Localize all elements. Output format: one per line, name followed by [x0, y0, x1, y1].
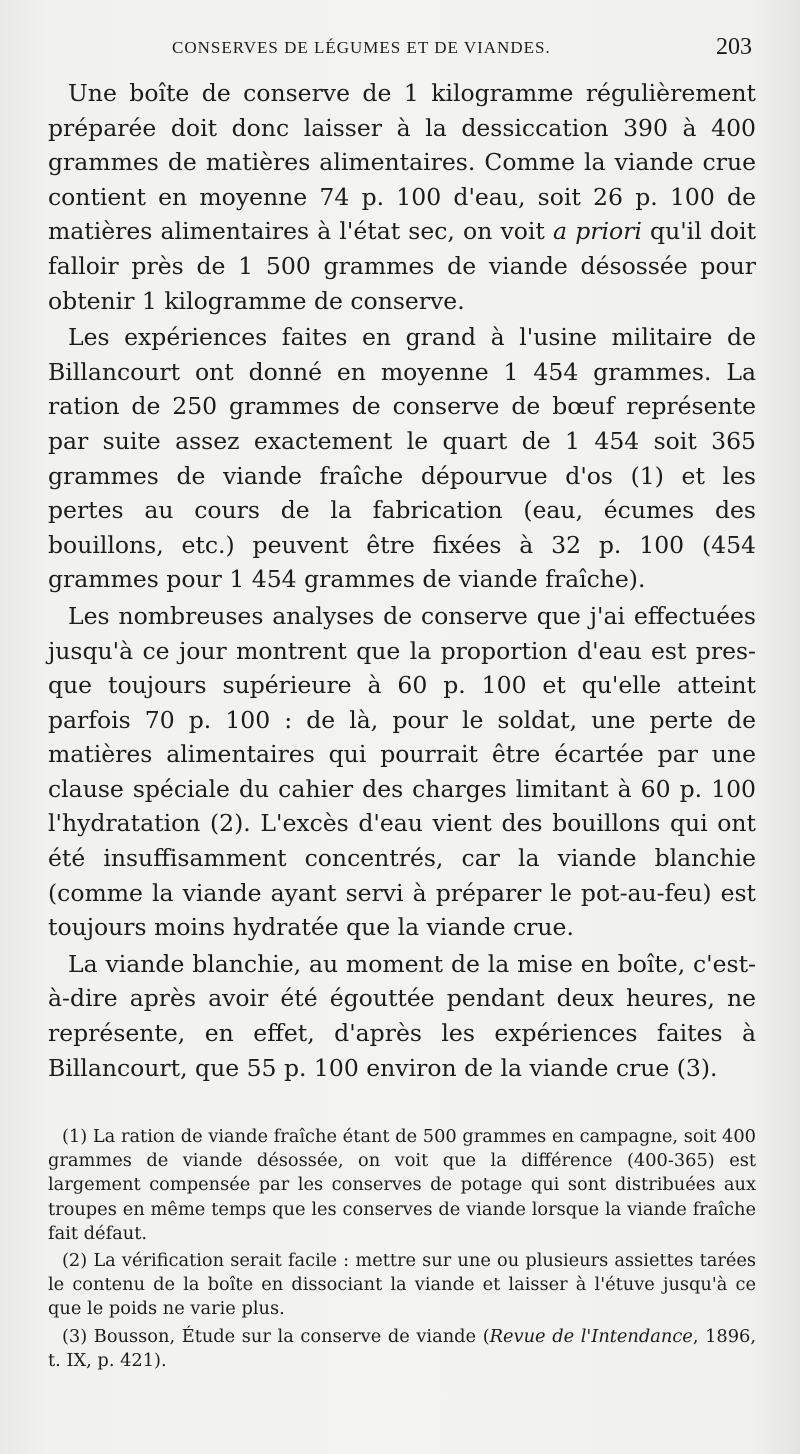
footnotes: [48, 1125, 756, 1376]
page-number: 203: [716, 34, 752, 60]
body-text: [48, 76, 756, 1087]
footnote-1: [48, 1125, 756, 1246]
paragraph-3: [48, 599, 756, 945]
paragraph-1: [48, 76, 756, 318]
paragraph-1-text: Une boîte de conserve de 1 kilogramme régulièrement préparée doit donc laisser à la dessiccation 390 à 400 grammes de matières alimentaires. Comme la viande crue contient en moyenne 74 p. 100 d'eau, soit 26 p. 100 de matières alimentaires à l'état sec, on voit: [48, 79, 756, 246]
footnote-3-text-end: , 1896, t. IX, p. 421).: [48, 1325, 756, 1371]
footnote-3-italic: Revue de l'Intendance: [489, 1325, 693, 1347]
footnote-3: [48, 1325, 756, 1373]
footnote-3-text: (3) Bousson, Étude sur la conserve de viande (: [62, 1325, 490, 1347]
paragraph-2-text: Les expériences faites en grand à l'usine militaire de Billancourt ont donné en moyenne 1 454 grammes. La ration de 250 grammes de conserve de bœuf représente par suite assez exactement le quart de 1 454 soit 365 grammes de viande fraîche dépourvue d'os (1) et les pertes au cours de la fabrication (eau, écumes des bouillons, etc.) peuvent être fixées à 32 p. 100 (454 grammes pour 1 454 grammes de viande fraîche).: [48, 323, 756, 594]
footnote-2: [48, 1249, 756, 1322]
footnote-2-text: (2) La vérification serait facile : mettre sur une ou plusieurs assiettes tarées le contenu de la boîte en dissociant la viande et laisser à l'étuve jusqu'à ce que le poids ne varie plus.: [48, 1250, 756, 1320]
paragraph-1-italic: a priori: [553, 217, 642, 246]
running-title: CONSERVES DE LÉGUMES ET DE VIANDES.: [172, 38, 551, 57]
paragraph-1-text-end: qu'il doit falloir près de 1 500 grammes de viande désossée pour obtenir 1 kilogramme de conserve.: [48, 217, 757, 315]
paragraph-3-text: Les nombreuses analyses de conserve que j'ai effectuées jusqu'à ce jour montrent que la proportion d'eau est presque toujours supérieure à 60 p. 100 et qu'elle atteint parfois 70 p. 100 : de là, pour le soldat, une perte de matières alimentaires qui pourrait être écartée par une clause spéciale du cahier des charges limitant à 60 p. 100 l'hydratation (2). L'excès d'eau vient des bouillons qui ont été insuffisamment concentrés, car la viande blanchie (comme la viande ayant servi à préparer le pot-au-feu) est toujours moins hydratée que la viande crue.: [48, 601, 756, 942]
running-head: [48, 34, 756, 66]
footnote-1-text: (1) La ration de viande fraîche étant de 500 grammes en campagne, soit 400 grammes de viande désossée, on voit que la différence (400-365) est largement compensée par les conserves de potage qui sont distribuées aux troupes en même temps que les conserves de viande lorsque la viande fraîche fait défaut.: [48, 1126, 756, 1244]
paragraph-4: [48, 947, 756, 1085]
paragraph-4-text: La viande blanchie, au moment de la mise en boîte, c'est-à-dire après avoir été égouttée pendant deux heures, ne représente, en effet, d'après les expériences faites à Billancourt, que 55 p. 100 environ de la viande crue (3).: [48, 949, 756, 1082]
paragraph-2: [48, 320, 756, 597]
